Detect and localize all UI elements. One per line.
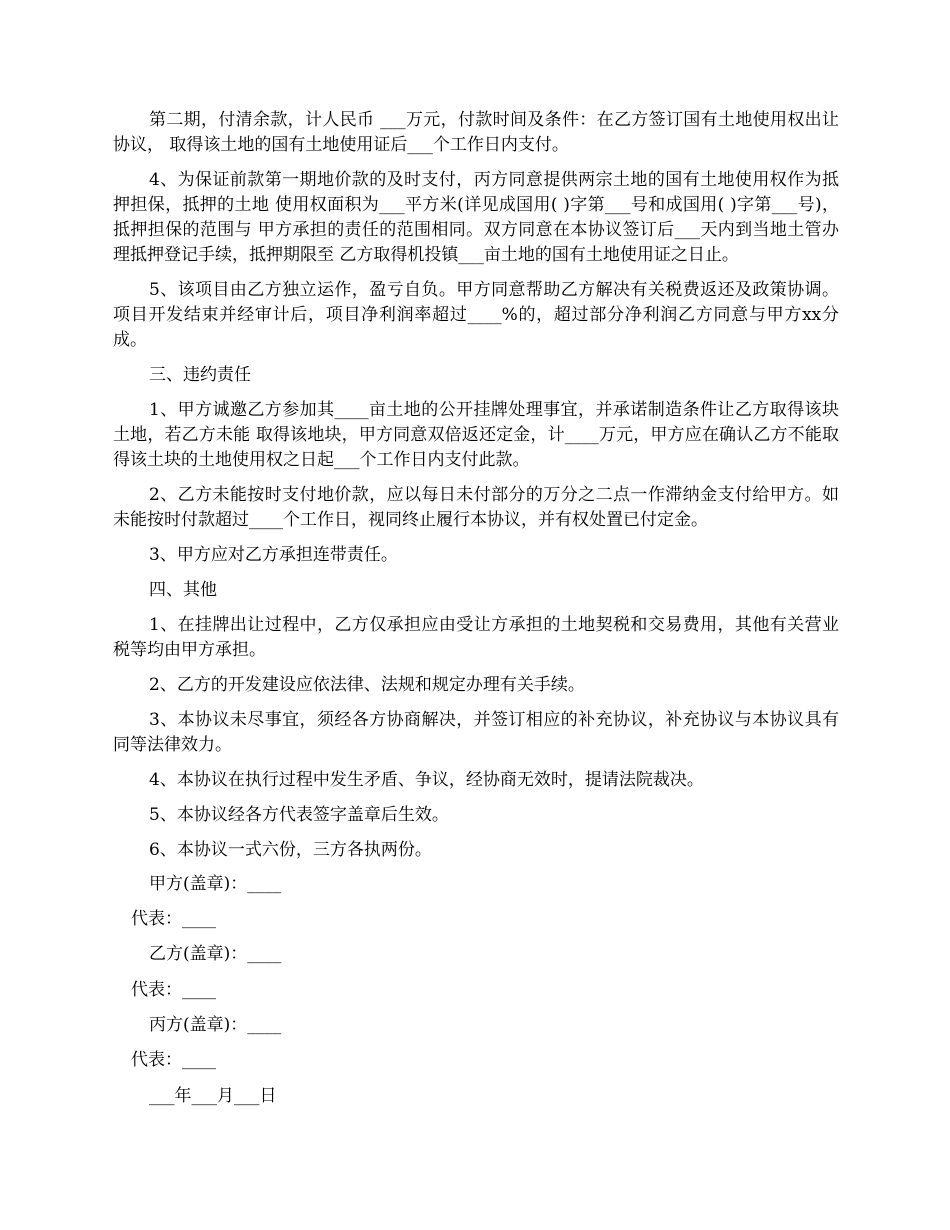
paragraph-other-2: 2、乙方的开发建设应依法律、法规和规定办理有关手续。 (149, 675, 585, 695)
party-a-seal: 甲方(盖章)：____ (149, 874, 282, 894)
paragraph-second-payment: 第二期，付清余款，计人民币 ___万元，付款时间及条件：在乙方签订国有土地使用权出让协议， 取得该土地的国有土地使用证后___个工作日内支付。 (113, 110, 839, 155)
paragraph-other-5: 5、本协议经各方代表签字盖章后生效。 (149, 805, 449, 825)
paragraph-other-6: 6、本协议一式六份，三方各执两份。 (149, 840, 432, 860)
party-b-representative: 代表：____ (131, 980, 216, 1000)
paragraph-other-4: 4、本协议在执行过程中发生矛盾、争议，经协商无效时，提请法院裁决。 (149, 770, 704, 790)
section-heading-other: 四、其他 (149, 580, 217, 600)
party-a-representative: 代表：____ (131, 909, 216, 929)
document-body (113, 108, 839, 863)
party-c-representative: 代表：____ (131, 1050, 216, 1070)
paragraph-breach-1: 1、甲方诚邀乙方参加其____亩土地的公开挂牌处理事宜，并承诺制造条件让乙方取得该块土地，若乙方未能 取得该地块，甲方同意双倍返还定金，计____万元，甲方应在确认乙方不能取得该土块的土地使用权之日起___个工作日内支付此款。 (113, 400, 839, 470)
party-b-seal: 乙方(盖章)：____ (149, 944, 282, 964)
paragraph-breach-2: 2、乙方未能按时支付地价款，应以每日未付部分的万分之二点一作滞纳金支付给甲方。如未能按时付款超过____个工作日，视同终止履行本协议，并有权处置已付定金。 (113, 485, 839, 530)
party-c-seal: 丙方(盖章)：____ (149, 1015, 282, 1035)
signing-date: ___年___月___日 (149, 1086, 277, 1106)
section-heading-breach: 三、违约责任 (149, 365, 251, 385)
paragraph-independent-operation: 5、该项目由乙方独立运作，盈亏自负。甲方同意帮助乙方解决有关税费返还及政策协调。项目开发结束并经审计后，项目净利润率超过____%的，超过部分净利润乙方同意与甲方xx分成。 (113, 280, 839, 350)
paragraph-mortgage-guarantee: 4、为保证前款第一期地价款的及时支付，丙方同意提供两宗土地的国有土地使用权作为抵押担保，抵押的土地 使用权面积为___平方米(详见成国用( )字第___号和成国用( )字第___号)，抵押担保的范围与 甲方承担的责任的范围相同。双方同意在本协议签订后___天内到当地土管办理抵押登记手续，抵押期限至 乙方取得机投镇___亩土地的国有土地使用证之日止。 (113, 170, 839, 265)
paragraph-other-3: 3、本协议未尽事宜，须经各方协商解决，并签订相应的补充协议，补充协议与本协议具有同等法律效力。 (113, 710, 839, 755)
paragraph-other-1: 1、在挂牌出让过程中，乙方仅承担应由受让方承担的土地契税和交易费用，其他有关营业税等均由甲方承担。 (113, 615, 839, 660)
paragraph-breach-3: 3、甲方应对乙方承担连带责任。 (149, 545, 398, 565)
